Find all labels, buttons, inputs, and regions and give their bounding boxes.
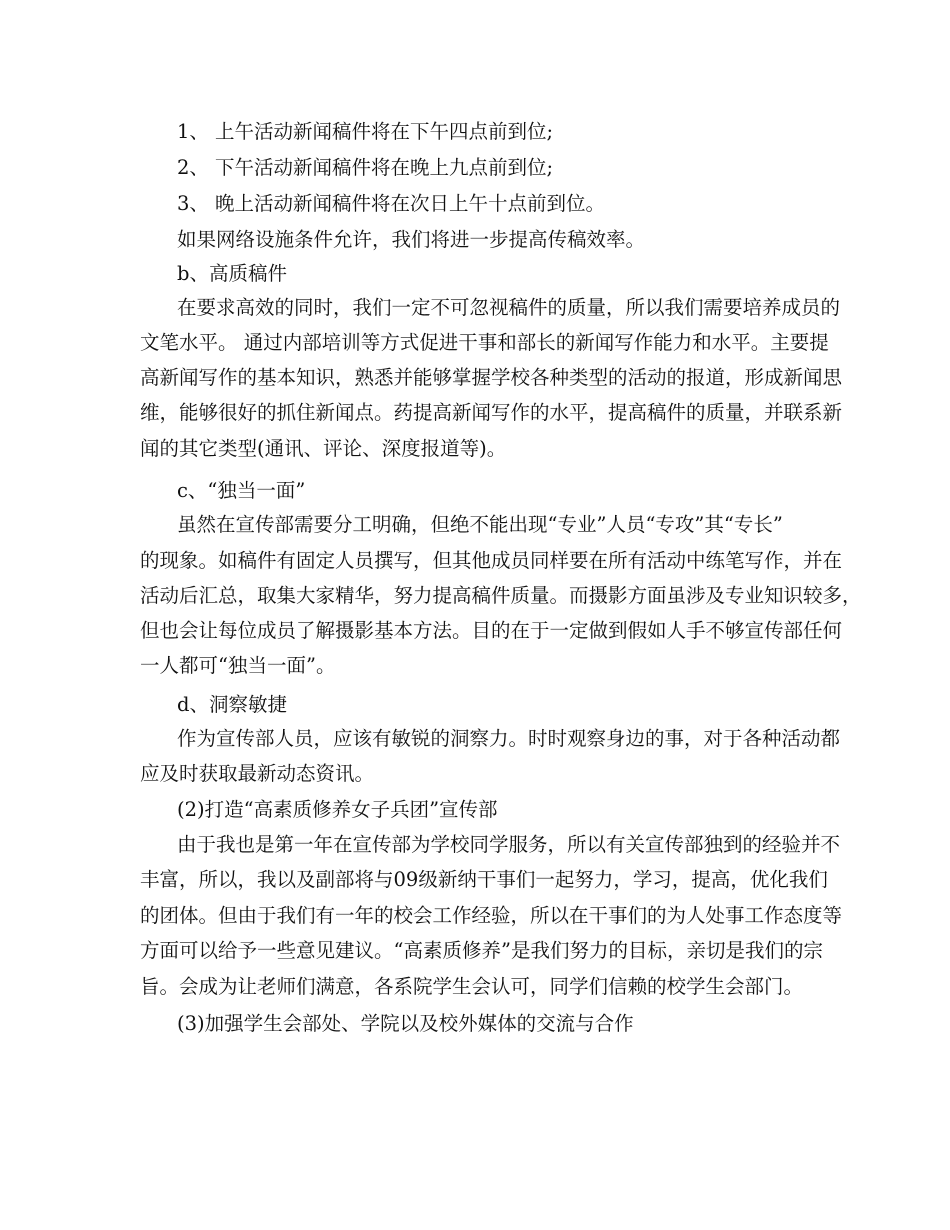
paragraph-team-line: 方面可以给予一些意见建议。“高素质修养”是我们努力的目标，亲切是我们的宗 xyxy=(140,939,823,962)
paragraph-team-line: 旨。会成为让老师们满意，各系院学生会认可，同学们信赖的校学生会部门。 xyxy=(140,975,804,998)
paragraph-team-line: 丰富，所以，我以及副部将与09级新纳干事们一起努力，学习，提高，优化我们 xyxy=(140,868,828,891)
paragraph-network: 如果网络设施条件允许，我们将进一步提高传稿效率。 xyxy=(177,228,646,251)
paragraph-independent-line: 一人都可“独当一面”。 xyxy=(140,654,336,677)
paragraph-team-line: 的团体。但由于我们有一年的校会工作经验，所以在干事们的为人处事工作态度等 xyxy=(140,904,843,927)
paragraph-insight-line: 应及时获取最新动态资讯。 xyxy=(140,762,375,785)
paragraph-quality-line: 维，能够很好的抓住新闻点。药提高新闻写作的水平，提高稿件的质量，并联系新 xyxy=(140,401,843,424)
paragraph-insight-line: 作为宣传部人员，应该有敏锐的洞察力。时时观察身边的事，对于各种活动都 xyxy=(177,727,841,750)
paragraph-quality-line: 文笔水平。 通过内部培训等方式促进干事和部长的新闻写作能力和水平。主要提 xyxy=(140,331,829,354)
list-item xyxy=(177,191,605,217)
list-item-text: 晚上活动新闻稿件将在次日上午十点前到位。 xyxy=(215,192,606,215)
paragraph-independent-line: 的现象。如稿件有固定人员撰写，但其他成员同样要在所有活动中练笔写作，并在 xyxy=(140,549,843,572)
paragraph-independent-line: 活动后汇总，取集大家精华，努力提高稿件质量。而摄影方面虽涉及专业知识较多， xyxy=(140,584,862,607)
heading-b: b、高质稿件 xyxy=(177,262,287,285)
heading-section-2: (2)打造“高素质修养女子兵团”宣传部 xyxy=(177,798,498,821)
list-item-text: 下午活动新闻稿件将在晚上九点前到位; xyxy=(215,156,554,179)
list-item-number: 1、 xyxy=(177,120,209,143)
heading-d: d、洞察敏捷 xyxy=(177,693,287,716)
paragraph-quality-line: 高新闻写作的基本知识，熟悉并能够掌握学校各种类型的活动的报道，形成新闻思 xyxy=(140,366,843,389)
list-item-number: 2、 xyxy=(177,156,209,179)
list-item-text: 上午活动新闻稿件将在下午四点前到位; xyxy=(215,120,554,143)
list-item-number: 3、 xyxy=(177,192,209,215)
list-item xyxy=(177,119,553,145)
paragraph-quality-line: 在要求高效的同时，我们一定不可忽视稿件的质量，所以我们需要培养成员的 xyxy=(177,296,841,319)
heading-c: c、“独当一面” xyxy=(177,479,306,502)
paragraph-independent-line: 但也会让每位成员了解摄影基本方法。目的在于一定做到假如人手不够宣传部任何 xyxy=(140,619,843,642)
heading-section-3: (3)加强学生会部处、学院以及校外媒体的交流与合作 xyxy=(177,1012,634,1035)
paragraph-team-line: 由于我也是第一年在宣传部为学校同学服务，所以有关宣传部独到的经验并不 xyxy=(177,833,841,856)
list-item xyxy=(177,155,553,181)
paragraph-quality-line: 闻的其它类型(通讯、评论、深度报道等)。 xyxy=(140,437,507,460)
paragraph-independent-line: 虽然在宣传部需要分工明确，但绝不能出现“专业”人员“专攻”其“专长” xyxy=(177,513,783,536)
